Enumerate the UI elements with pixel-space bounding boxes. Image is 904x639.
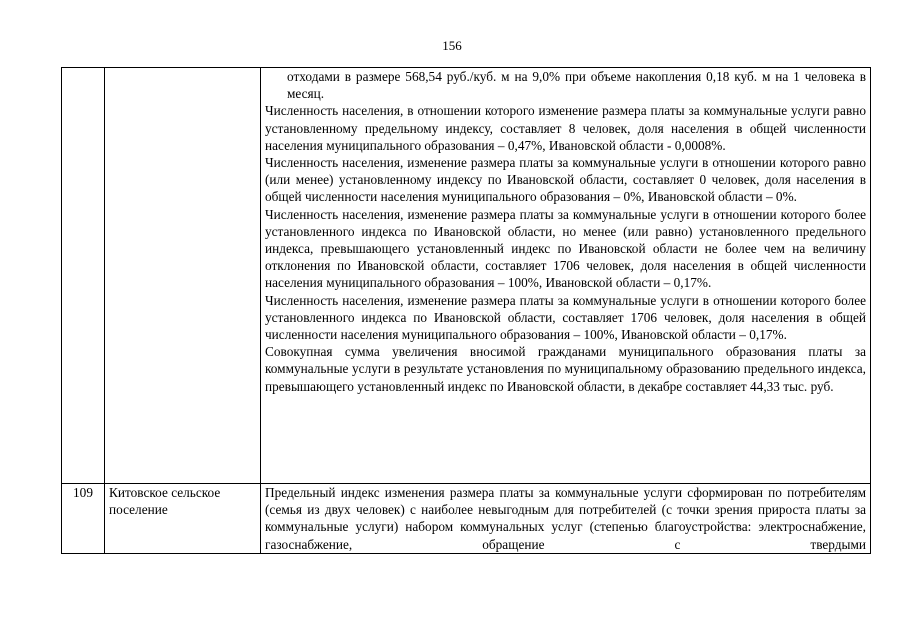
- description-paragraph: Совокупная сумма увеличения вносимой гражданами муниципального образования платы за коммунальные услуги в результате установления по муниципальному образованию предельного индекса, превышающего установленный индекс по Ивановской области, в декабре составляет 44,33 тыс. руб.: [265, 344, 866, 394]
- municipality-name-cell: [105, 68, 261, 484]
- municipality-name-cell: Китовское сельское поселение: [105, 484, 261, 554]
- description-cell: [261, 68, 871, 484]
- document-table: [61, 67, 871, 554]
- description-paragraph: отходами в размере 568,54 руб./куб. м на 9,0% при объеме накопления 0,18 куб. м на 1 человека в месяц.: [287, 69, 866, 102]
- row-number-cell: [62, 68, 105, 484]
- description-paragraph: Численность населения, в отношении которого изменение размера платы за коммунальные услуги равно установленному предельному индексу, составляет 8 человек, доля населения в общей численности населения муниципального образования – 0,47%, Ивановской области - 0,0008%.: [265, 103, 866, 153]
- description-paragraph: Предельный индекс изменения размера платы за коммунальные услуги сформирован по потребителям (семья из двух человек) с наиболее невыгодным для потребителей (с точки зрения прироста платы за коммунальные услуги) набором коммунальных услуг (степенью благоустройства: электроснабжение, газоснабжение, обращение с твердыми: [265, 485, 866, 552]
- description-paragraph: Численность населения, изменение размера платы за коммунальные услуги в отношении которого равно (или менее) установленному индексу по Ивановской области, составляет 0 человек, доля населения в общей численности населения муниципального образования – 0%, Ивановской области – 0%.: [265, 155, 866, 205]
- description-paragraph: Численность населения, изменение размера платы за коммунальные услуги в отношении которого более установленного индекса по Ивановской области, составляет 1706 человек, доля населения в общей численности населения муниципального образования – 100%, Ивановской области – 0,17%.: [265, 292, 866, 343]
- page-number: 156: [442, 38, 462, 53]
- description-cell: [261, 484, 871, 554]
- description-paragraph: Численность населения, изменение размера платы за коммунальные услуги в отношении которого более установленного индекса по Ивановской области, но менее (или равно) установленного предельного индекса, превышающего установленный индекс по Ивановской области не более чем на величину отклонения по Ивановской области, составляет 1706 человек, доля населения в общей численности населения муниципального образования – 100%, Ивановской области – 0,17%.: [265, 206, 866, 291]
- row-number-cell: 109: [62, 484, 105, 554]
- table-row: [62, 484, 871, 554]
- table-row: [62, 68, 871, 484]
